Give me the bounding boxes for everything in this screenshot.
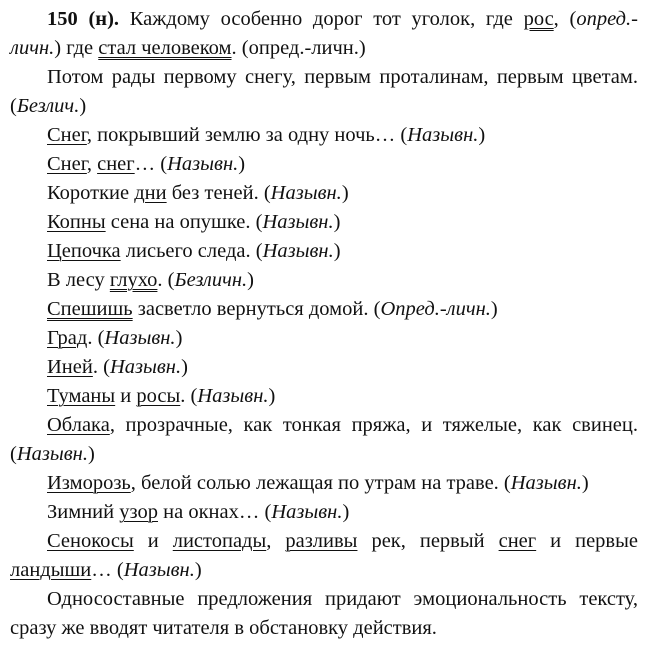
text: без теней. ( [166, 182, 271, 204]
text: ) [581, 472, 589, 494]
text: ) [341, 182, 349, 204]
subject: Цепочка [47, 240, 121, 262]
paragraph-2 [10, 63, 638, 121]
paragraph-3 [10, 121, 638, 150]
paragraph-5 [10, 179, 638, 208]
subject: Сенокосы [47, 530, 134, 552]
subject: Изморозь [47, 472, 131, 494]
conclusion-text: Односоставные предложения придают эмоциональность тексту, сразу же вводят читателя в обстановку действия. [10, 588, 638, 639]
predicate: стал человеком [98, 37, 232, 59]
sentence-type: Назывн. [271, 501, 343, 523]
predicate: Спешишь [47, 298, 133, 320]
text: и первые [536, 530, 638, 552]
text: засветло вернуться домой. ( [132, 298, 381, 320]
sentence-type: Назывн. [109, 356, 182, 378]
paragraph-14 [10, 469, 638, 498]
text: ) где [54, 37, 99, 59]
paragraph-17 [10, 585, 638, 643]
paragraph-7 [10, 237, 638, 266]
sentence-type: Назывн. [510, 472, 582, 494]
text: на окнах… ( [158, 501, 272, 523]
text: , покрывший землю за одну ночь… ( [86, 124, 408, 146]
paragraph-16 [10, 527, 638, 585]
paragraph-8 [10, 266, 638, 295]
subject: Град [47, 327, 88, 349]
text: Каждому особенно дорог тот уголок, где [119, 8, 524, 30]
text: Короткие [47, 182, 135, 204]
sentence-type: . (опред.-личн.) [231, 37, 366, 59]
paragraph-12 [10, 382, 638, 411]
sentence-type: Назывн. [270, 182, 342, 204]
text: ) [175, 327, 183, 349]
text: ) [238, 153, 246, 175]
paragraph-10 [10, 324, 638, 353]
subject: Снег [47, 153, 87, 175]
paragraph-6 [10, 208, 638, 237]
sentence-type: опред.-личн. [10, 8, 639, 59]
sentence-type: Назывн. [262, 211, 334, 233]
text: ) [268, 385, 276, 407]
predicate: глухо [109, 269, 158, 291]
subject: узор [119, 501, 158, 523]
paragraph-13 [10, 411, 638, 469]
sentence-type: Назывн. [262, 240, 334, 262]
text: ) [194, 559, 202, 581]
sentence-type: Назывн. [104, 327, 176, 349]
subject: снег [498, 530, 537, 552]
text: В лесу [47, 269, 110, 291]
text: ) [181, 356, 188, 378]
text: … ( [134, 153, 168, 175]
text: и [115, 385, 137, 407]
text: . ( [92, 356, 110, 378]
sentence-type: Назывн. [197, 385, 269, 407]
subject: Иней [47, 356, 93, 378]
subject: Туманы [47, 385, 116, 407]
text: ( [569, 8, 577, 30]
subject: листопады [172, 530, 267, 552]
text: ) [490, 298, 498, 320]
text: ) [333, 211, 341, 233]
sentence-type: Назывн. [167, 153, 239, 175]
text: ) [247, 269, 254, 291]
text: ) [342, 501, 350, 523]
predicate: рос [523, 8, 554, 30]
subject: разливы [285, 530, 358, 552]
text: ) [478, 124, 486, 146]
text: лисьего следа. ( [120, 240, 263, 262]
text: … ( [91, 559, 124, 581]
exercise-number: 150 (н). [47, 8, 120, 30]
text: сена на опушке. ( [105, 211, 263, 233]
sentence-type: Назывн. [407, 124, 479, 146]
paragraph-9 [10, 295, 638, 324]
text: Потом рады первому снегу, первым проталинам, первым цветам. ( [10, 66, 638, 117]
subject: ландыши [10, 559, 92, 581]
sentence-type: Безлич. [16, 95, 80, 117]
text: ) [79, 95, 87, 117]
sentence-type: Назывн. [16, 443, 88, 465]
text: . ( [157, 269, 175, 291]
subject: снег [97, 153, 135, 175]
text: . ( [180, 385, 198, 407]
subject: Облака [47, 414, 110, 436]
sentence-type: Назывн. [123, 559, 195, 581]
text: и [133, 530, 173, 552]
text: , [86, 153, 98, 175]
subject: Снег [47, 124, 87, 146]
paragraph-15 [10, 498, 638, 527]
sentence-type: Безличн. [174, 269, 248, 291]
text: рек, первый [357, 530, 499, 552]
subject: росы [136, 385, 181, 407]
text: , белой солью лежащая по утрам на траве. ( [130, 472, 511, 494]
text: . ( [87, 327, 105, 349]
sentence-type: Опред.-личн. [380, 298, 491, 320]
text: ) [333, 240, 341, 262]
subject: Копны [47, 211, 106, 233]
text: Зимний [47, 501, 120, 523]
text: , прозрачные, как тонкая пряжа, и тяжелые, как свинец. ( [10, 414, 638, 465]
subject: дни [134, 182, 167, 204]
paragraph-1 [10, 5, 638, 63]
text: , [266, 530, 286, 552]
text: , [553, 8, 570, 30]
paragraph-4 [10, 150, 638, 179]
paragraph-11 [10, 353, 638, 382]
text: ) [87, 443, 95, 465]
